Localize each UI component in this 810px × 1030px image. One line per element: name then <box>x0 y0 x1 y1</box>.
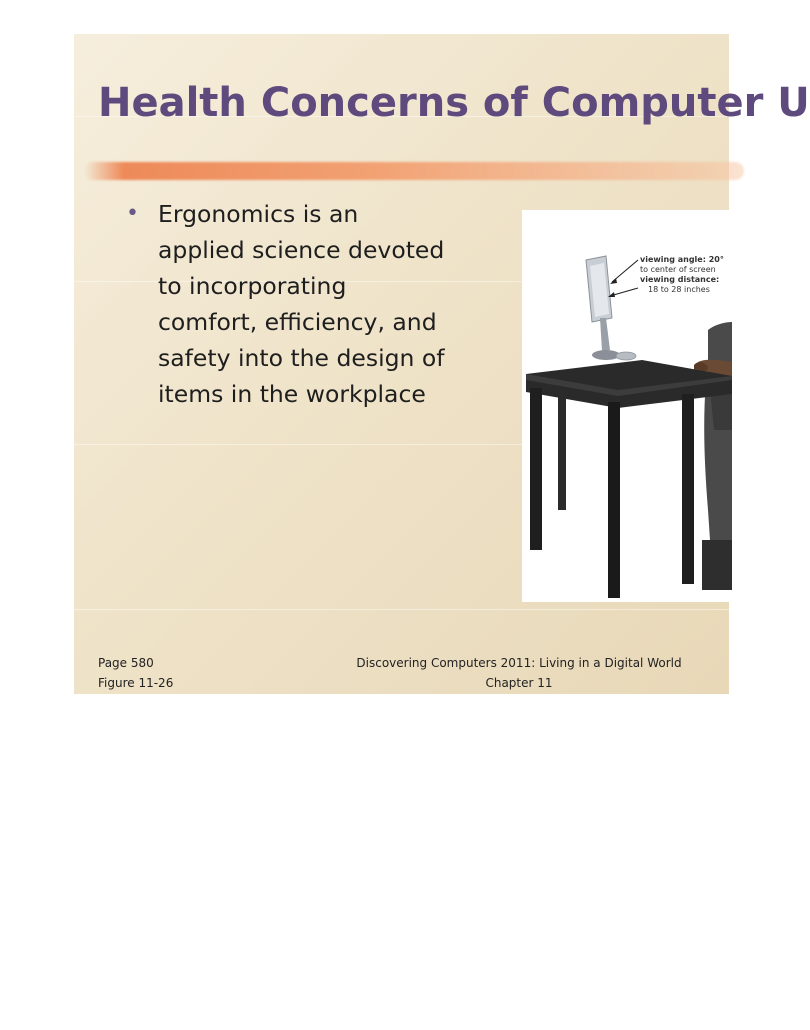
title-accent-bar <box>84 162 744 180</box>
viewing-distance-label: viewing distance: <box>640 275 720 284</box>
bullet-line: to incorporating <box>158 272 347 300</box>
bullet-list <box>126 196 506 412</box>
bullet-line: items in the workplace <box>158 380 426 408</box>
callout-lines <box>608 260 638 297</box>
bullet-line: Ergonomics is an <box>158 200 359 228</box>
viewing-angle-label: viewing angle: 20° <box>640 255 724 264</box>
bullet-dot-icon: • <box>126 201 139 226</box>
bullet-line: safety into the design of <box>158 344 445 372</box>
person-illustration <box>694 322 732 590</box>
footer-book-title: Discovering Computers 2011: Living in a Digital World <box>356 656 682 670</box>
ergonomic-workstation-figure <box>522 210 732 602</box>
distance-range-label: 18 to 28 inches <box>648 285 710 294</box>
workstation-illustration <box>522 210 732 602</box>
slide-title: Health Concerns of Computer U <box>98 80 810 126</box>
center-of-screen-label: to center of screen <box>640 265 716 274</box>
bullet-line: comfort, efficiency, and <box>158 308 437 336</box>
background-rule <box>74 609 729 610</box>
footer-figure: Figure 11-26 <box>98 676 174 690</box>
bullet-item <box>126 196 506 412</box>
monitor-illustration <box>586 256 636 360</box>
slide <box>74 34 810 694</box>
desk-illustration <box>526 360 732 598</box>
footer-book <box>354 653 684 693</box>
footer-page: Page 580 <box>98 656 154 670</box>
bullet-line: applied science devoted <box>158 236 445 264</box>
footer-chapter: Chapter 11 <box>485 676 553 690</box>
footer-source <box>98 653 173 693</box>
